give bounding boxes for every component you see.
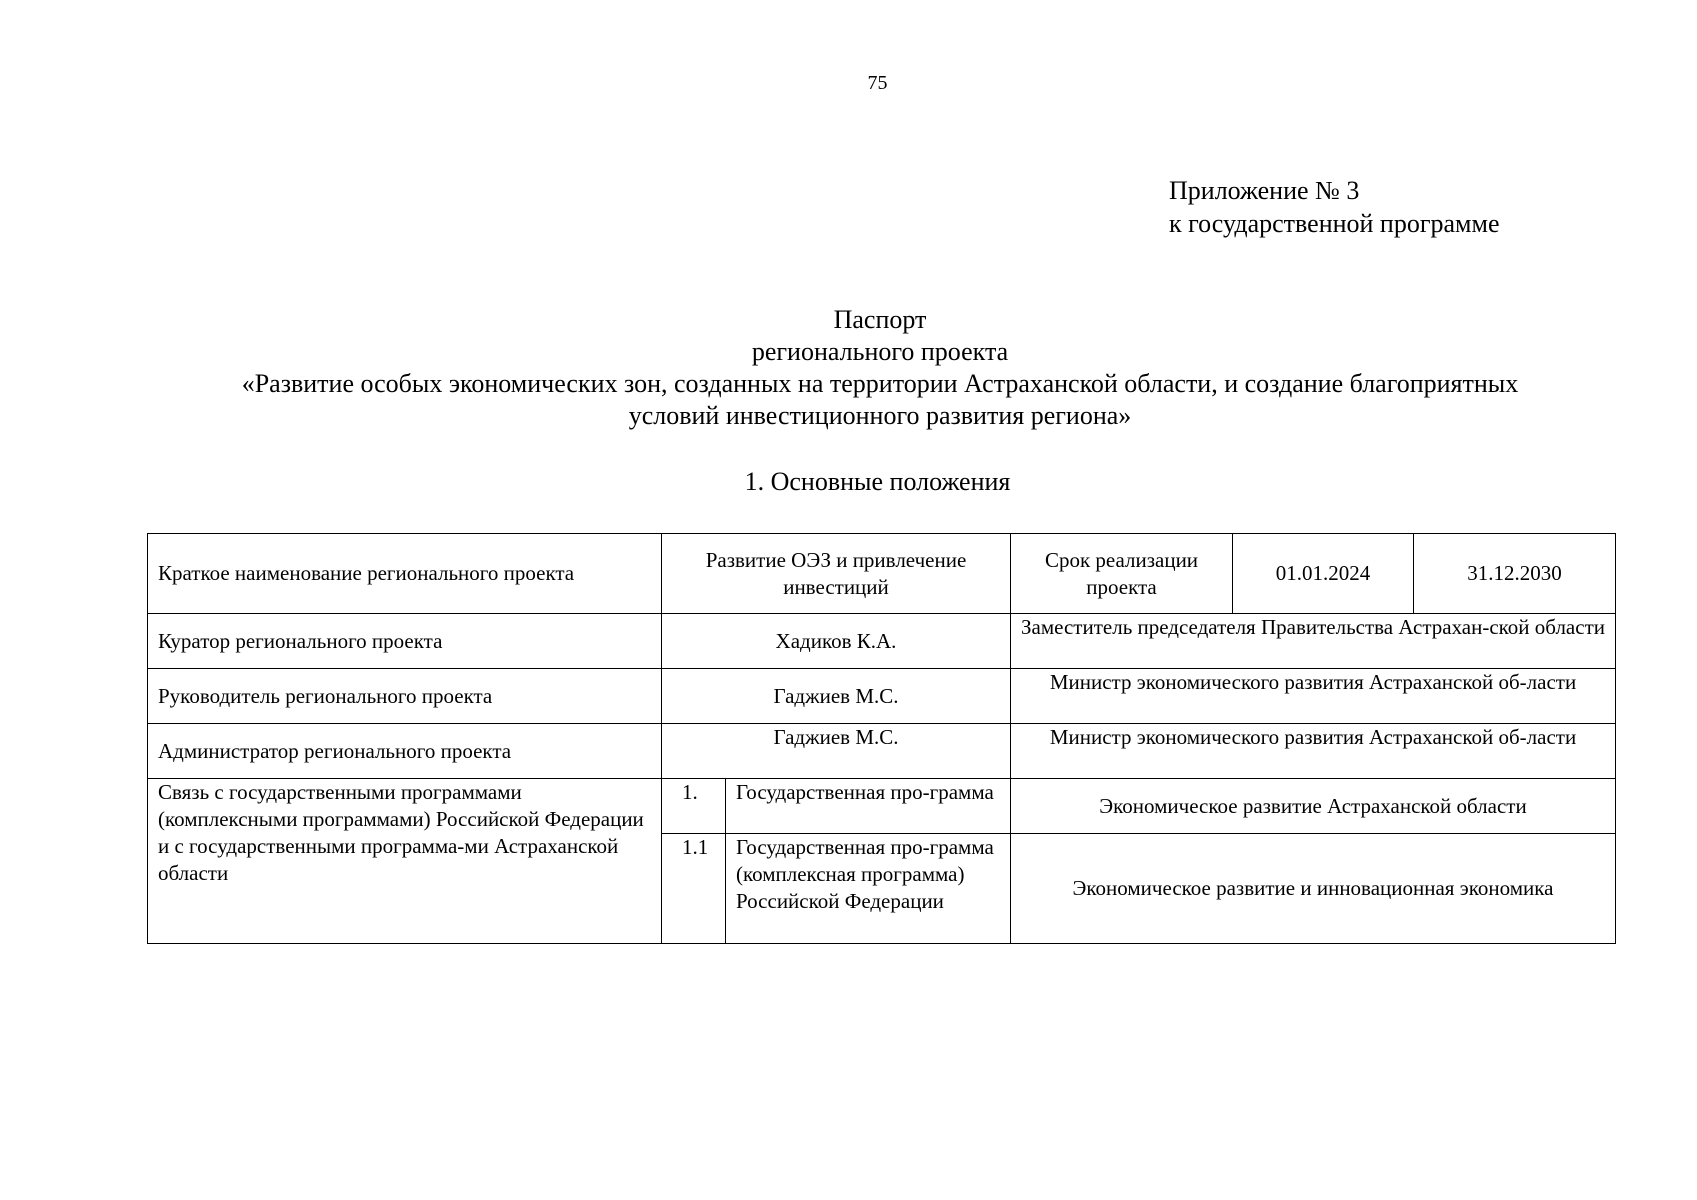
table-row-head bbox=[148, 669, 1616, 724]
link-1-number: 1. bbox=[662, 779, 726, 834]
title-line-3: «Развитие особых экономических зон, созданных на территории Астраханской области, и создание благоприятных bbox=[241, 369, 1519, 398]
link-2-type: Государственная про-грамма (комплексная программа) Российской Федерации bbox=[726, 834, 1011, 944]
link-2-name: Экономическое развитие и инновационная экономика bbox=[1011, 834, 1616, 944]
table-row-administrator bbox=[148, 724, 1616, 779]
appendix-line-1: Приложение № 3 bbox=[1169, 176, 1360, 205]
table-row-curator bbox=[148, 614, 1616, 669]
short-name-label: Краткое наименование регионального проекта bbox=[148, 534, 662, 614]
administrator-name: Гаджиев М.С. bbox=[662, 724, 1011, 779]
curator-label: Куратор регионального проекта bbox=[148, 614, 662, 669]
appendix-line-2: к государственной программе bbox=[1169, 209, 1500, 238]
document-title bbox=[120, 304, 1640, 432]
head-label: Руководитель регионального проекта bbox=[148, 669, 662, 724]
end-date: 31.12.2030 bbox=[1414, 534, 1616, 614]
curator-name: Хадиков К.А. bbox=[662, 614, 1011, 669]
passport-table bbox=[147, 533, 1616, 944]
curator-position: Заместитель председателя Правительства Астрахан-ской области bbox=[1011, 614, 1616, 669]
short-name-value: Развитие ОЭЗ и привлечение инвестиций bbox=[662, 534, 1011, 614]
start-date: 01.01.2024 bbox=[1233, 534, 1414, 614]
link-1-type: Государственная про-грамма bbox=[726, 779, 1011, 834]
table-row-link-1 bbox=[148, 779, 1616, 834]
title-line-2: регионального проекта bbox=[751, 337, 1009, 366]
program-links-label: Связь с государственными программами (комплексными программами) Российской Федерации и с государственными программа-ми Астраханской области bbox=[148, 779, 662, 944]
administrator-label: Администратор регионального проекта bbox=[148, 724, 662, 779]
term-label: Срок реализации проекта bbox=[1011, 534, 1233, 614]
section-heading: 1. Основные положения bbox=[744, 467, 1011, 496]
title-line-4: условий инвестиционного развития региона» bbox=[628, 401, 1132, 430]
table-row-short-name bbox=[148, 534, 1616, 614]
administrator-position: Министр экономического развития Астраханской об-ласти bbox=[1011, 724, 1616, 779]
appendix-note bbox=[1169, 174, 1500, 240]
link-1-name: Экономическое развитие Астраханской области bbox=[1011, 779, 1616, 834]
link-2-number: 1.1 bbox=[662, 834, 726, 944]
page-number: 75 bbox=[867, 72, 888, 94]
title-line-1: Паспорт bbox=[833, 305, 927, 334]
head-name: Гаджиев М.С. bbox=[662, 669, 1011, 724]
head-position: Министр экономического развития Астраханской об-ласти bbox=[1011, 669, 1616, 724]
